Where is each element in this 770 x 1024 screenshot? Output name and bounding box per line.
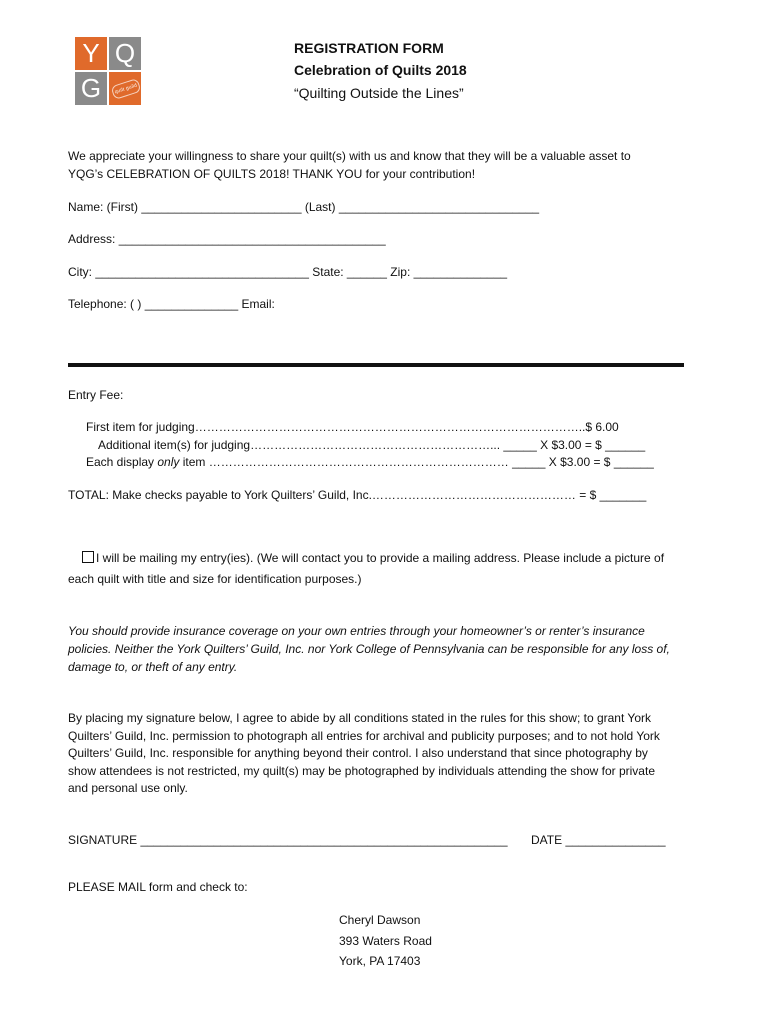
- form-title: REGISTRATION FORM: [294, 40, 444, 56]
- intro-line-1: We appreciate your willingness to share your quilt(s) with us and know that they will be a valuable asset to: [68, 149, 631, 163]
- entry-fee-heading: Entry Fee:: [68, 388, 124, 402]
- total-line[interactable]: TOTAL: Make checks payable to York Quilters’ Guild, Inc.…………………………………………… = $ _______: [68, 488, 647, 502]
- insurance-line-3: damage to, or theft of any entry.: [68, 660, 238, 674]
- section-divider: [68, 363, 684, 367]
- agreement-line-4: show attendees is not restricted, my quilt(s) may be photographed by individuals attending the show for private: [68, 764, 655, 778]
- insurance-line-2: policies. Neither the York Quilters’ Guild, Inc. nor York College of Pennsylvania can be responsible for any loss of,: [68, 642, 670, 656]
- intro-line-2: YQG’s CELEBRATION OF QUILTS 2018! THANK YOU for your contribution!: [68, 167, 476, 181]
- agreement-line-5: and personal use only.: [68, 781, 188, 795]
- signature-field[interactable]: SIGNATURE _______________________________________________________: [68, 833, 508, 847]
- city-state-zip-field[interactable]: City: ________________________________ State: ______ Zip: ______________: [68, 265, 508, 279]
- mail-to-name: Cheryl Dawson: [339, 913, 421, 927]
- insurance-line-1: You should provide insurance coverage on your own entries through your homeowner’s or renter’s insurance: [68, 624, 645, 638]
- additional-items-fee[interactable]: Additional item(s) for judging……………………………………………………... _____ X $3.00 = $ ______: [98, 438, 646, 452]
- yqg-logo: [75, 37, 141, 105]
- event-theme: “Quilting Outside the Lines”: [294, 85, 464, 101]
- mailing-line-1: I will be mailing my entry(ies). (We will contact you to provide a mailing address. Please include a picture of: [96, 551, 665, 565]
- mail-to-city: York, PA 17403: [339, 954, 421, 968]
- name-field[interactable]: Name: (First) ________________________ (Last) ______________________________: [68, 200, 540, 214]
- date-field[interactable]: DATE _______________: [531, 833, 666, 847]
- agreement-line-1: By placing my signature below, I agree to abide by all conditions stated in the rules for this show; to grant York: [68, 711, 652, 725]
- event-title: Celebration of Quilts 2018: [294, 62, 467, 78]
- telephone-email-field[interactable]: Telephone: ( ) ______________ Email:: [68, 297, 275, 311]
- logo-letter-g: G: [75, 72, 107, 105]
- display-item-fee[interactable]: Each display only item ………………………………………………………………… _____ X $3.00 = $ ______: [86, 455, 654, 469]
- logo-badge-stamp: quilt guild: [111, 78, 142, 100]
- address-field[interactable]: Address: ________________________________________: [68, 232, 386, 246]
- first-item-fee: First item for judging……………………………………………………………………………………..$ 6.00: [86, 420, 619, 434]
- logo-letter-q: Q: [109, 37, 141, 70]
- mailing-checkbox[interactable]: [82, 551, 94, 563]
- mail-to-heading: PLEASE MAIL form and check to:: [68, 880, 248, 894]
- logo-badge: [109, 72, 141, 105]
- mail-to-street: 393 Waters Road: [339, 934, 432, 948]
- logo-letter-y: Y: [75, 37, 107, 70]
- agreement-line-2: Quilters’ Guild, Inc. permission to photograph all entries for archival and publicity purposes; and to not hold York: [68, 729, 660, 743]
- mailing-line-2: each quilt with title and size for identification purposes.): [68, 572, 362, 586]
- agreement-line-3: Quilters’ Guild, Inc. responsible for anything beyond their control. I also understand that since photography by: [68, 746, 648, 760]
